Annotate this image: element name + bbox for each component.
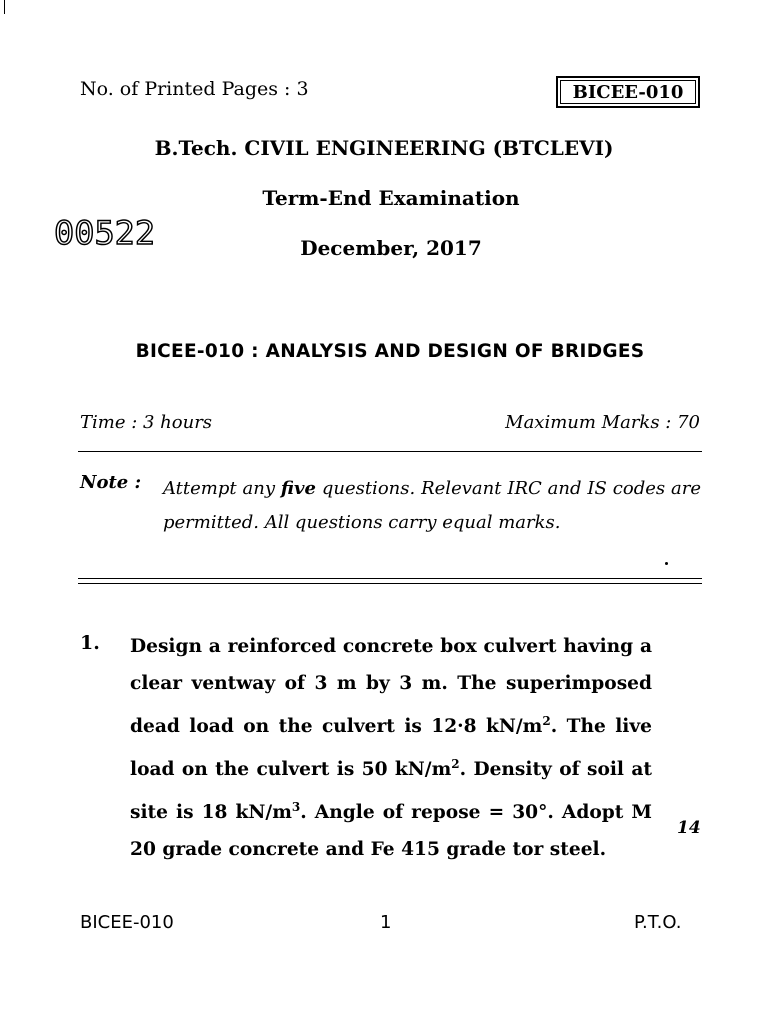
question-number: 1. — [80, 632, 100, 654]
note-emphasis: five — [280, 478, 316, 499]
question-text: Design a reinforced concrete box culvert having a clear ventway of 3 m by 3 m. The superimposed dead load on the culvert is 12·8 $kN/m^2$. The live load on the culvert is 50 $kN/m^2$. Density of soil at site is 18 $kN/m^3$. Angle of repose = 30°. Adopt M 20 grade concrete and Fe 415 grade tor steel. — [130, 636, 652, 860]
time-allowed: Time : 3 hours — [80, 412, 213, 433]
program-title: B.Tech. CIVIL ENGINEERING (BTCLEVI) — [154, 136, 614, 160]
printed-pages-label: No. of Printed Pages : 3 — [80, 78, 309, 100]
question-marks: 14 — [677, 818, 701, 838]
note-text: Attempt any five questions. Relevant IRC and IS codes are permitted. All questions carry equal marks. — [163, 478, 701, 533]
double-divider-bottom — [78, 583, 702, 584]
footer-paper-code: BICEE-010 — [80, 912, 174, 933]
exam-name: Term-End Examination — [262, 186, 520, 210]
paper-code-box — [556, 76, 700, 108]
paper-title: BICEE-010 : ANALYSIS AND DESIGN OF BRIDGES — [135, 341, 645, 362]
paper-serial-number: 00522 — [54, 214, 156, 252]
exam-date: December, 2017 — [300, 236, 482, 260]
double-divider-top — [78, 578, 702, 579]
divider — [78, 451, 702, 452]
page-number: 1 — [380, 912, 392, 933]
paper-code: BICEE-010 — [572, 81, 684, 103]
maximum-marks: Maximum Marks : 70 — [505, 412, 700, 433]
scan-speck — [665, 562, 668, 565]
note-label: Note : — [80, 472, 142, 493]
please-turn-over: P.T.O. — [634, 912, 682, 933]
scan-mark — [4, 0, 5, 14]
